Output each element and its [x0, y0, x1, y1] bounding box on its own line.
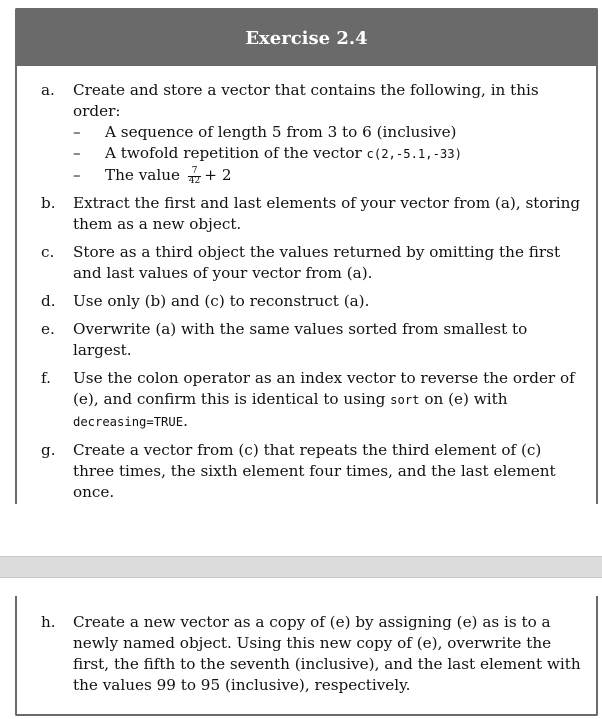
item-c [17, 242, 596, 284]
page-break-divider [0, 556, 602, 578]
code-vector: c(2,-5.1,-33) [366, 147, 462, 161]
item-a [17, 80, 596, 186]
sub-text: A twofold repetition of the vector [105, 144, 367, 162]
item-text: Extract the first and last elements of your vector from (a), storing them as a new object. [73, 194, 581, 233]
exercise-header [17, 10, 596, 66]
sub-dash: – [73, 123, 81, 141]
fraction-denominator: 42 [188, 175, 201, 186]
code-decreasing: decreasing=TRUE [73, 415, 184, 429]
item-h [17, 612, 596, 696]
item-text-mid: on (e) with [419, 390, 508, 408]
fraction-numerator: 7 [188, 167, 201, 177]
item-text: Create and store a vector that contains the following, in this order: [73, 81, 539, 120]
sub-item-1 [73, 122, 584, 143]
item-b [17, 193, 596, 235]
item-text-pre: Use the colon operator as an index vector to reverse the order of (e), and confirm this is identical to using [73, 369, 575, 408]
item-label: f. [41, 369, 51, 387]
exercise-items-continued [17, 612, 596, 703]
item-label: a. [41, 81, 55, 99]
item-label: g. [41, 441, 56, 459]
item-text: Create a new vector as a copy of (e) by assigning (e) as is to a newly named object. Using this new copy of (e), overwrite the first, the fifth to the seventh (inclusive), and the last element with the values 99 to 95 (inclusive), respectively. [73, 613, 581, 694]
item-label: b. [41, 194, 56, 212]
item-text: Store as a third object the values returned by omitting the first and last values of your vector from (a). [73, 243, 561, 282]
exercise-items [17, 80, 596, 510]
item-d [17, 291, 596, 312]
exercise-box-top [15, 8, 598, 504]
sub-text-post: + 2 [204, 166, 232, 184]
sub-text: The value [105, 166, 185, 184]
exercise-box-bottom [15, 596, 598, 716]
sub-dash: – [73, 166, 81, 184]
sub-item-2 [73, 143, 584, 165]
item-text: Overwrite (a) with the same values sorted from smallest to largest. [73, 320, 528, 359]
item-text: Use only (b) and (c) to reconstruct (a). [73, 292, 370, 310]
item-text: Create a vector from (c) that repeats the third element of (c) three times, the sixth element four times, and the last element once. [73, 441, 556, 501]
sub-text: A sequence of length 5 from 3 to 6 (inclusive) [105, 123, 457, 141]
item-label: c. [41, 243, 55, 261]
item-e [17, 319, 596, 361]
item-label: d. [41, 292, 56, 310]
code-sort: sort [390, 393, 420, 407]
item-f [17, 368, 596, 433]
sub-item-3 [73, 165, 584, 186]
item-label: h. [41, 613, 56, 631]
exercise-title: Exercise 2.4 [245, 27, 368, 49]
item-text-post: . [183, 412, 188, 430]
item-text [73, 368, 584, 433]
fraction [188, 167, 201, 186]
item-label: e. [41, 320, 55, 338]
item-g [17, 440, 596, 503]
sub-dash: – [73, 144, 81, 162]
